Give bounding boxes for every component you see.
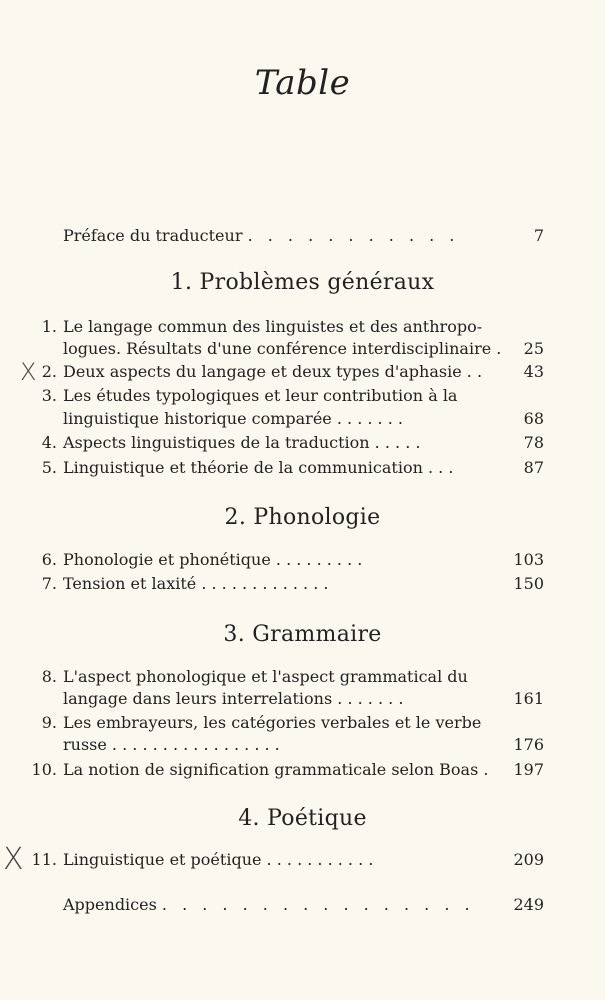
- entry-number: 1.: [41, 317, 57, 336]
- section-heading: 3. Grammaire: [223, 622, 382, 647]
- page-number: 103: [513, 550, 544, 569]
- entry-number: 3.: [41, 386, 57, 405]
- entry-title-line1: Aspects linguistiques de la traduction . . . . .: [63, 433, 421, 452]
- page-number: 7: [533, 226, 544, 245]
- section-heading: 1. Problèmes généraux: [170, 270, 435, 295]
- page-title: Table: [254, 63, 351, 103]
- entry-title-line1: Les embrayeurs, les catégories verbales et le verbe: [63, 713, 482, 732]
- entry-number: 10.: [31, 760, 57, 779]
- entry-number: 2.: [41, 362, 57, 381]
- entry-number: 6.: [41, 550, 57, 569]
- handwritten-x-mark: X: [3, 842, 24, 877]
- page-number: 87: [523, 458, 544, 477]
- page-number: 176: [513, 735, 544, 754]
- page-number: 43: [523, 362, 544, 381]
- leader-dots: . . . . . . . . . . .: [247, 226, 460, 245]
- handwritten-x-mark: X: [20, 358, 37, 386]
- entry-title-line2: logues. Résultats d'une conférence interdisciplinaire .: [63, 339, 502, 358]
- section-heading: 4. Poétique: [238, 806, 367, 831]
- page-number: 197: [513, 760, 544, 779]
- page-number: 150: [513, 574, 544, 593]
- section-heading: 2. Phonologie: [224, 505, 381, 530]
- leader-dots: . . . . . . . . . . . . . . . .: [161, 895, 475, 914]
- entry-number: 4.: [41, 433, 57, 452]
- entry-title-line1: Linguistique et théorie de la communication . . .: [63, 458, 454, 477]
- entry-number: 11.: [31, 850, 57, 869]
- entry-title-line1: Les études typologiques et leur contribution à la: [63, 386, 458, 405]
- entry-title-line2: langage dans leurs interrelations . . . . . . .: [63, 689, 404, 708]
- entry-title-line1: L'aspect phonologique et l'aspect grammatical du: [63, 667, 468, 686]
- entry-number: 8.: [41, 667, 57, 686]
- page-number: 209: [513, 850, 544, 869]
- entry-number: 7.: [41, 574, 57, 593]
- entry-title-line2: russe . . . . . . . . . . . . . . . . .: [63, 735, 280, 754]
- entry-title-line2: linguistique historique comparée . . . . . . .: [63, 409, 403, 428]
- page-number: 25: [523, 339, 544, 358]
- entry-title-line1: Le langage commun des linguistes et des anthropo-: [63, 317, 483, 336]
- entry-title-line1: Deux aspects du langage et deux types d'aphasie . .: [63, 362, 483, 381]
- entry-title-line1: Tension et laxité . . . . . . . . . . . . .: [63, 574, 329, 593]
- entry-number: 9.: [41, 713, 57, 732]
- entry-label: Préface du traducteur: [63, 226, 243, 245]
- entry-number: 5.: [41, 458, 57, 477]
- page-number: 68: [523, 409, 544, 428]
- entry-title-line1: La notion de signification grammaticale selon Boas .: [63, 760, 489, 779]
- page-number: 161: [513, 689, 544, 708]
- entry-label: Appendices: [63, 895, 157, 914]
- page-number: 78: [523, 433, 544, 452]
- entry-title-line1: Phonologie et phonétique . . . . . . . . .: [63, 550, 363, 569]
- page-number: 249: [513, 895, 544, 914]
- entry-title-line1: Linguistique et poétique . . . . . . . . . . .: [63, 850, 374, 869]
